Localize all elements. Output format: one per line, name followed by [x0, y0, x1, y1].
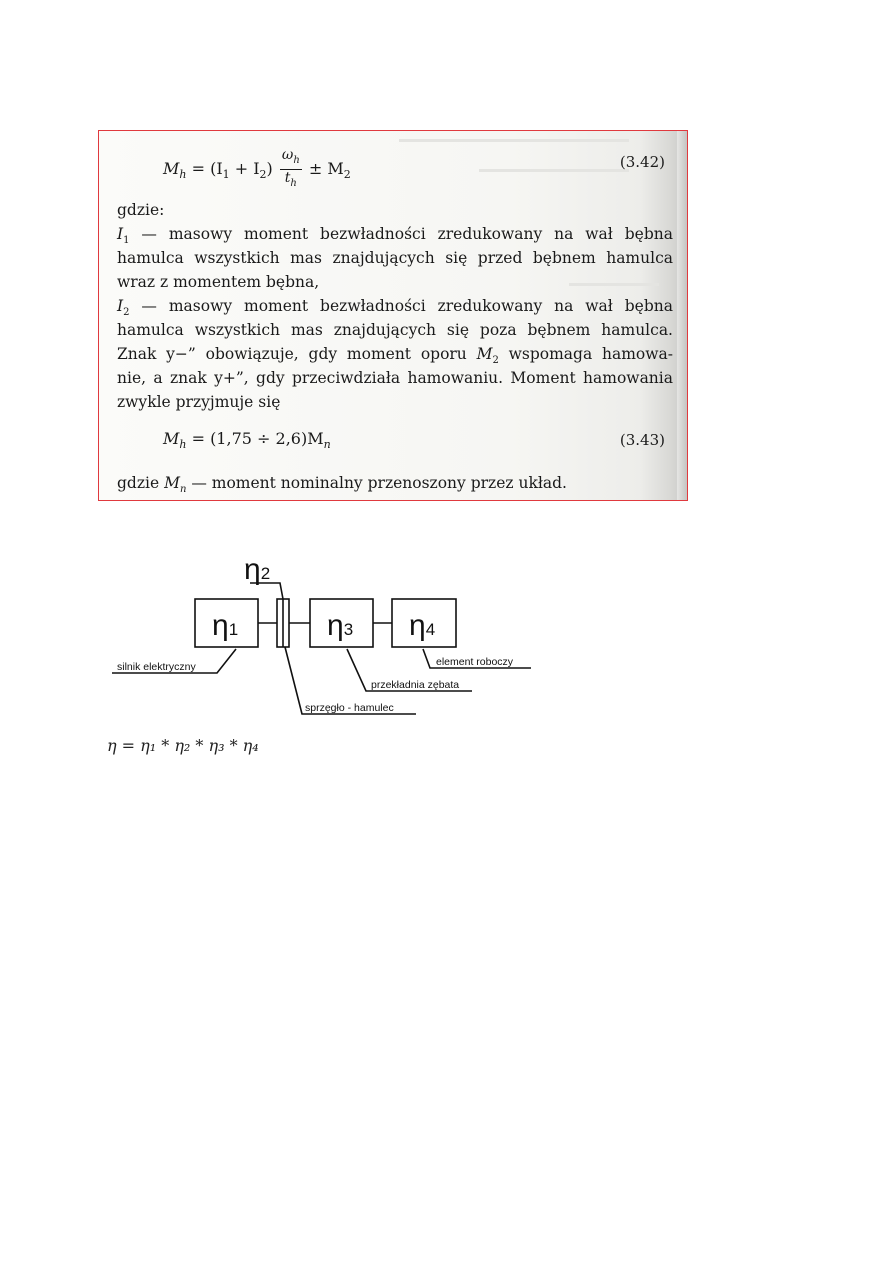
- eta3-label: η3: [327, 609, 354, 642]
- page-edge-shadow: [677, 131, 687, 500]
- omega-over-t-fraction: $\frac{\omega_h}{t_h}$: [281, 147, 300, 189]
- scanned-textbook-excerpt: [98, 130, 688, 501]
- text-i1-line-3: wraz z momentem bębna,: [117, 273, 320, 291]
- equation-3-43: $M_h = (1,75 \div 2,6)M_n$: [163, 429, 331, 452]
- equation-number-3-43: (3.43): [619, 431, 665, 449]
- eta4-label: η4: [409, 609, 436, 642]
- text-mn-definition: gdzie $M_n$ — moment nominalny przenoszony przez układ.: [117, 474, 567, 496]
- text-znak-line-1: Znak y−” obowiązuje, gdy moment oporu $M_2$ wspomaga hamowa-: [117, 345, 673, 367]
- text-znak-line-2: nie, a znak y+”, gdy przeciwdziała hamowaniu. Moment hamowania: [117, 369, 673, 387]
- callout-clutch-label: sprzęgło - hamulec: [305, 702, 394, 714]
- callout-motor-label: silnik elektryczny: [117, 661, 196, 673]
- equation-3-42: $M_h = (I_1 + I_2)$ $\frac{\omega_h}{t_h}$ ± $M_2$: [163, 147, 351, 192]
- text-i2-line-1: $I_2$ — masowy moment bezwładności zredukowany na wał bębna: [117, 297, 673, 319]
- text-i1-line-2: hamulca wszystkich mas znajdujących się przed bębnem hamulca: [117, 249, 673, 267]
- eta1-label: η1: [212, 609, 239, 642]
- symbol-m2: $M_2$: [476, 345, 499, 367]
- text-gdzie: gdzie:: [117, 201, 165, 219]
- text-znak-line-3: zwykle przyjmuje się: [117, 393, 281, 411]
- text-i1-line-1: $I_1$ — masowy moment bezwładności zredukowany na wał bębna: [117, 225, 673, 247]
- equation-number-3-42: (3.42): [619, 153, 665, 171]
- efficiency-formula: η = η₁ * η₂ * η₃ * η₄: [107, 736, 259, 755]
- callout-gear-label: przekładnia zębata: [371, 679, 460, 691]
- callout-element-label: element roboczy: [436, 656, 514, 668]
- text-i2-line-2: hamulca wszystkich mas znajdujących się poza bębnem hamulca.: [117, 321, 673, 339]
- symbol-i1: $I_1$: [117, 225, 130, 247]
- eta2-label: η2: [244, 553, 271, 586]
- symbol-i2: $I_2$: [117, 297, 130, 319]
